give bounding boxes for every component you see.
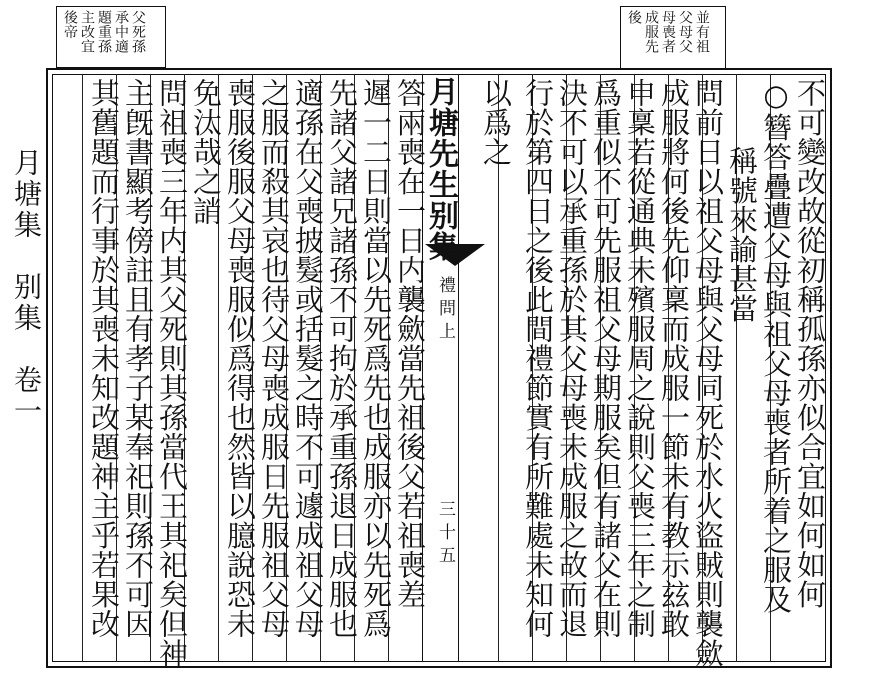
text-column: 行於第四日之後此間禮節實有所難處未知何 <box>521 78 555 639</box>
headnote-line: 後帝 <box>62 10 78 39</box>
spine-section: 禮問上 <box>435 276 455 345</box>
text-column: 主旣書顯考傍註且有孝子某奉祀則孫不可因 <box>121 78 155 639</box>
headnote-line: 並有祖 <box>694 10 710 54</box>
text-column: 答兩喪在一日内襲歛當先祖後父若祖喪差 <box>393 78 427 609</box>
text-column: 決不可以承重孫於其父母喪未成服之故而退 <box>555 78 589 639</box>
spine-rule-right <box>458 74 459 662</box>
text-column: 其舊題而行事於其喪未知改題神主乎若果改 <box>87 78 121 639</box>
text-column: 以爲之 <box>479 78 513 167</box>
text-column: 免汰哉之誚 <box>189 78 223 226</box>
text-column: 申稟若從通典未殯服周之說則父喪三年之制 <box>623 78 657 639</box>
headnote-left-text <box>61 10 146 54</box>
headnote-line: 主改宜 <box>79 10 95 54</box>
spine-page-number: 三十五 <box>435 500 455 569</box>
headnote-line: 成服先 <box>643 10 659 54</box>
spine-title: 月塘先生别集 <box>423 76 458 262</box>
text-column: 稱號來諭甚當 <box>725 146 759 323</box>
text-column: 適孫在父喪披髮或括髮之時不可遽成祖父母 <box>291 78 325 639</box>
text-column: 不可變改故從初稱孤孫亦似合宜如何如何 <box>793 78 827 609</box>
headnote-line: 題重孫 <box>96 10 112 54</box>
text-column: 喪服後服父母喪服似爲得也然皆以臆說恐未 <box>223 78 257 639</box>
headnote-line: 後 <box>626 10 642 25</box>
text-column: 遲一二日則當以先死爲先也成服亦以先死爲 <box>359 78 393 639</box>
side-title: 月塘集 别集 卷一 <box>10 148 43 427</box>
headnote-line: 父死孫 <box>130 10 146 54</box>
text-column: 先諸父諸兄諸孫不可拘於承重孫退日成服也 <box>325 78 359 639</box>
text-column: 爲重似不可先服祖父母期服矣但有諸父在則 <box>589 78 623 639</box>
text-column: 問祖喪三年内其父死則其孫當代王其祀矣但神 <box>155 78 189 668</box>
headnote-line: 父母父 <box>677 10 693 54</box>
text-column: 之服而殺其哀也待父母喪成服日先服祖父母 <box>257 78 291 639</box>
column-rule <box>82 74 83 662</box>
text-column: 成服將何後先仰稟而成服一節未有教示玆敢 <box>657 78 691 639</box>
headnote-right-text <box>625 10 710 54</box>
headnote-left <box>56 6 166 68</box>
headnote-right <box>620 6 726 70</box>
headnote-line: 承中適 <box>113 10 129 54</box>
text-column: 問前日以祖父母與父母同死於水火盜賊則襲歛 <box>691 78 725 668</box>
text-column: ○簪答疊遭父母與祖父母喪者所着之服及 <box>759 78 793 614</box>
headnote-line: 母喪者 <box>660 10 676 54</box>
